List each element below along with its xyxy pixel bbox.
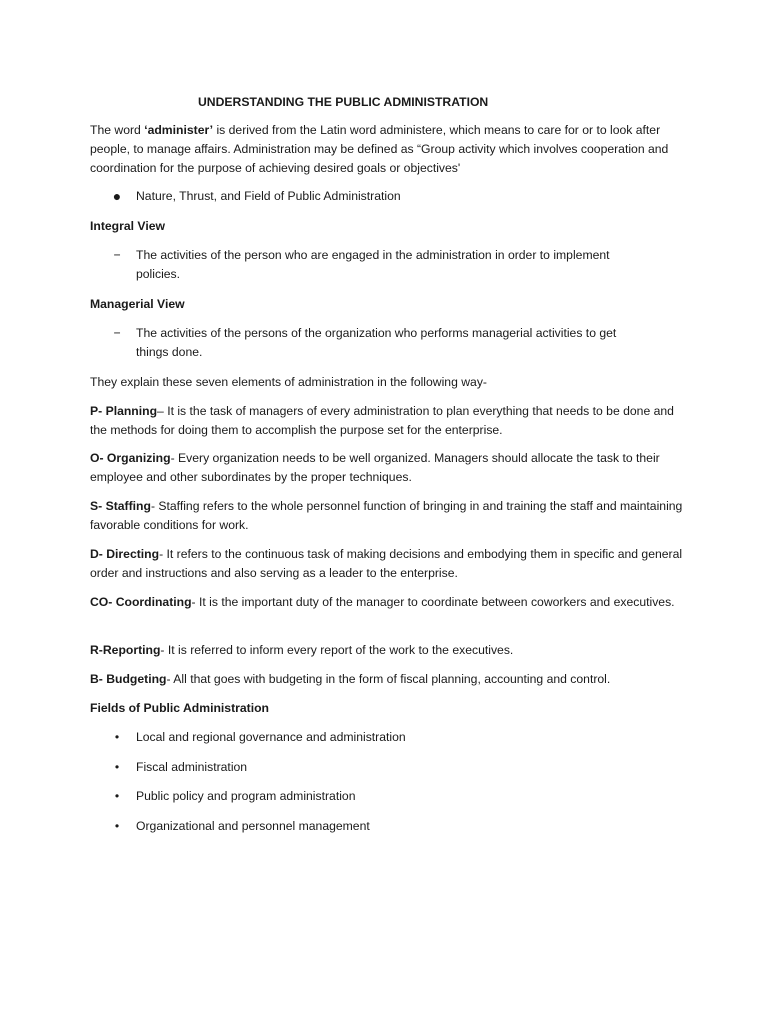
fields-heading: Fields of Public Administration [90, 701, 269, 715]
managerial-heading: Managerial View [90, 297, 185, 311]
intro-paragraph: The word ‘administer’ is derived from the Latin word administere, which means to care for or to look after people, to manage affairs. Administration may be defined as “Group activity which involves cooperation and coordination for the purpose of achieving desired goals or objectives' [90, 123, 669, 175]
dash-icon: − [113, 248, 121, 262]
bullet-icon: • [114, 789, 120, 803]
dash-icon: − [113, 326, 121, 340]
element-budgeting: B- Budgeting- All that goes with budgeting in the form of fiscal planning, accounting and control. [90, 672, 611, 686]
intro-bold-term: ‘administer’ [144, 123, 214, 137]
element-directing: D- Directing- It refers to the continuous task of making decisions and embodying them in specific and general order and instructions and also serving as a leader to the enterprise. [90, 547, 683, 580]
element-coordinating: CO- Coordinating- It is the important duty of the manager to coordinate between coworkers and executives. [90, 595, 675, 609]
integral-heading: Integral View [90, 219, 165, 233]
element-reporting: R-Reporting- It is referred to inform every report of the work to the executives. [90, 643, 514, 657]
explain-paragraph: They explain these seven elements of administration in the following way- [90, 375, 487, 389]
element-staffing: S- Staffing- Staffing refers to the whole personnel function of bringing in and training the staff and maintaining favorable conditions for work. [90, 499, 683, 532]
document-page: UNDERSTANDING THE PUBLIC ADMINISTRATION The word ‘administer’ is derived from the Latin word administere, which means to care for or to look after people, to manage affairs. Administration may be defined as “Group activity which involves cooperation and coordination for the purpose of achieving desired goals or objectives' ● Nature, Thrust, and Field of Public Administration Integral View − The activities of the person who are engaged in the administration in order to implement policies. Managerial View − The activities of the persons of the organization who performs managerial activities to get things done. They explain these seven elements of administration in the following way- P- Planning– It is the task of managers of every administration to plan everything that needs to be done and the methods for doing them to accomplish the purpose set for the enterprise. O- Organizing- Every organization needs to be well organized. Managers should allocate the task to their employee and other subordinates by the proper techniques. S- Staffing- Staffing refers to the whole personnel function of bringing in and training the staff and maintaining favorable conditions for work. D- Directing- It refers to the continuous task of making decisions and embodying them in specific and general order and instructions and also serving as a leader to the enterprise. CO- Coordinating- It is the important duty of the manager to coordinate between coworkers and executives. R-Reporting- It is referred to inform every report of the work to the executives. B- Budgeting- All that goes with budgeting in the form of fiscal planning, accounting and control. Fields of Public Administration • Local and regional governance and administration • Fiscal administration • Public policy and program administration • Organizational and personnel management [0, 0, 768, 1024]
bullet-icon: • [114, 760, 120, 774]
element-organizing: O- Organizing- Every organization needs to be well organized. Managers should allocate the task to their employee and other subordinates by the proper techniques. [90, 451, 660, 484]
element-planning: P- Planning– It is the task of managers of every administration to plan everything that needs to be done and the methods for doing them to accomplish the purpose set for the enterprise. [90, 404, 674, 437]
bullet-icon: • [114, 819, 120, 833]
bullet-icon: • [114, 730, 120, 744]
bullet-dot-icon: ● [112, 188, 122, 204]
page-title: UNDERSTANDING THE PUBLIC ADMINISTRATION [198, 95, 489, 109]
